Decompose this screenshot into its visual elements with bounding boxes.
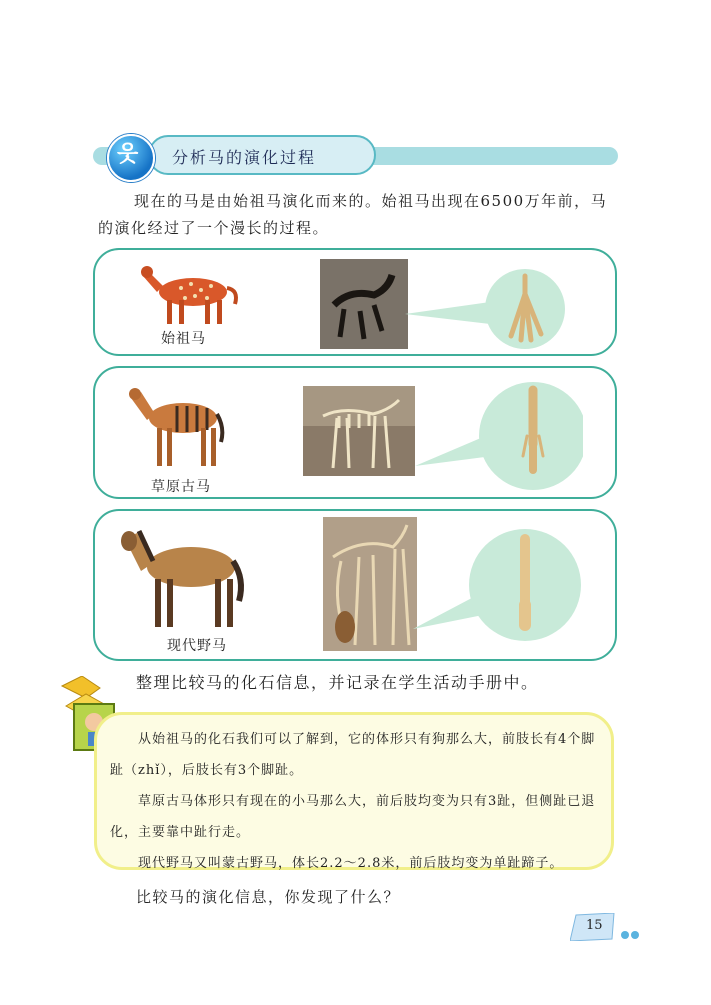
info-paragraph-merychippus: 草原古马体形只有现在的小马那么大，前后肢均变为只有3趾，但侧趾已退化，主要靠中趾行走。: [110, 794, 596, 840]
page-dot-icon: [631, 931, 639, 939]
merychippus-illustration: [127, 378, 227, 473]
intro-paragraph: 现在的马是由始祖马演化而来的。始祖马出现在6500万年前，马的演化经过了一个漫长的过程。: [98, 192, 608, 237]
merychippus-skeleton-photo: [303, 386, 415, 476]
przewalski-horse-illustration: [119, 519, 249, 634]
foot-callout: [395, 264, 565, 354]
page-dot-icon: [621, 931, 629, 939]
section-title: 分析马的演化过程: [172, 148, 317, 167]
evolution-panel-merychippus: [93, 366, 617, 499]
info-paragraph-eohippus: 从始祖马的化石我们可以了解到，它的体形只有狗那么大，前肢长有4个脚趾（zhǐ），后肢长有3个脚趾。: [110, 732, 596, 778]
discussion-question: 比较马的演化信息，你发现了什么？: [136, 888, 401, 906]
caption-eohippus: 始祖马: [161, 331, 206, 347]
caption-merychippus: 草原古马: [151, 479, 211, 495]
fossil-info-text: [110, 724, 605, 879]
caption-przewalski: 现代野马: [167, 638, 227, 654]
foot-callout: [403, 374, 583, 492]
evolution-panel-przewalski: [93, 509, 617, 661]
foot-callout: [395, 521, 585, 651]
eohippus-illustration: [135, 258, 245, 330]
task-instruction: 整理比较马的化石信息，并记录在学生活动手册中。: [136, 673, 539, 692]
evolution-panel-eohippus: [93, 248, 617, 356]
page-number: 15: [586, 918, 603, 933]
info-paragraph-przewalski: 现代野马又叫蒙古野马，体长2.2～2.8米，前后肢均变为单趾蹄子。: [138, 856, 564, 871]
person-figure-icon: 웃: [117, 142, 139, 167]
